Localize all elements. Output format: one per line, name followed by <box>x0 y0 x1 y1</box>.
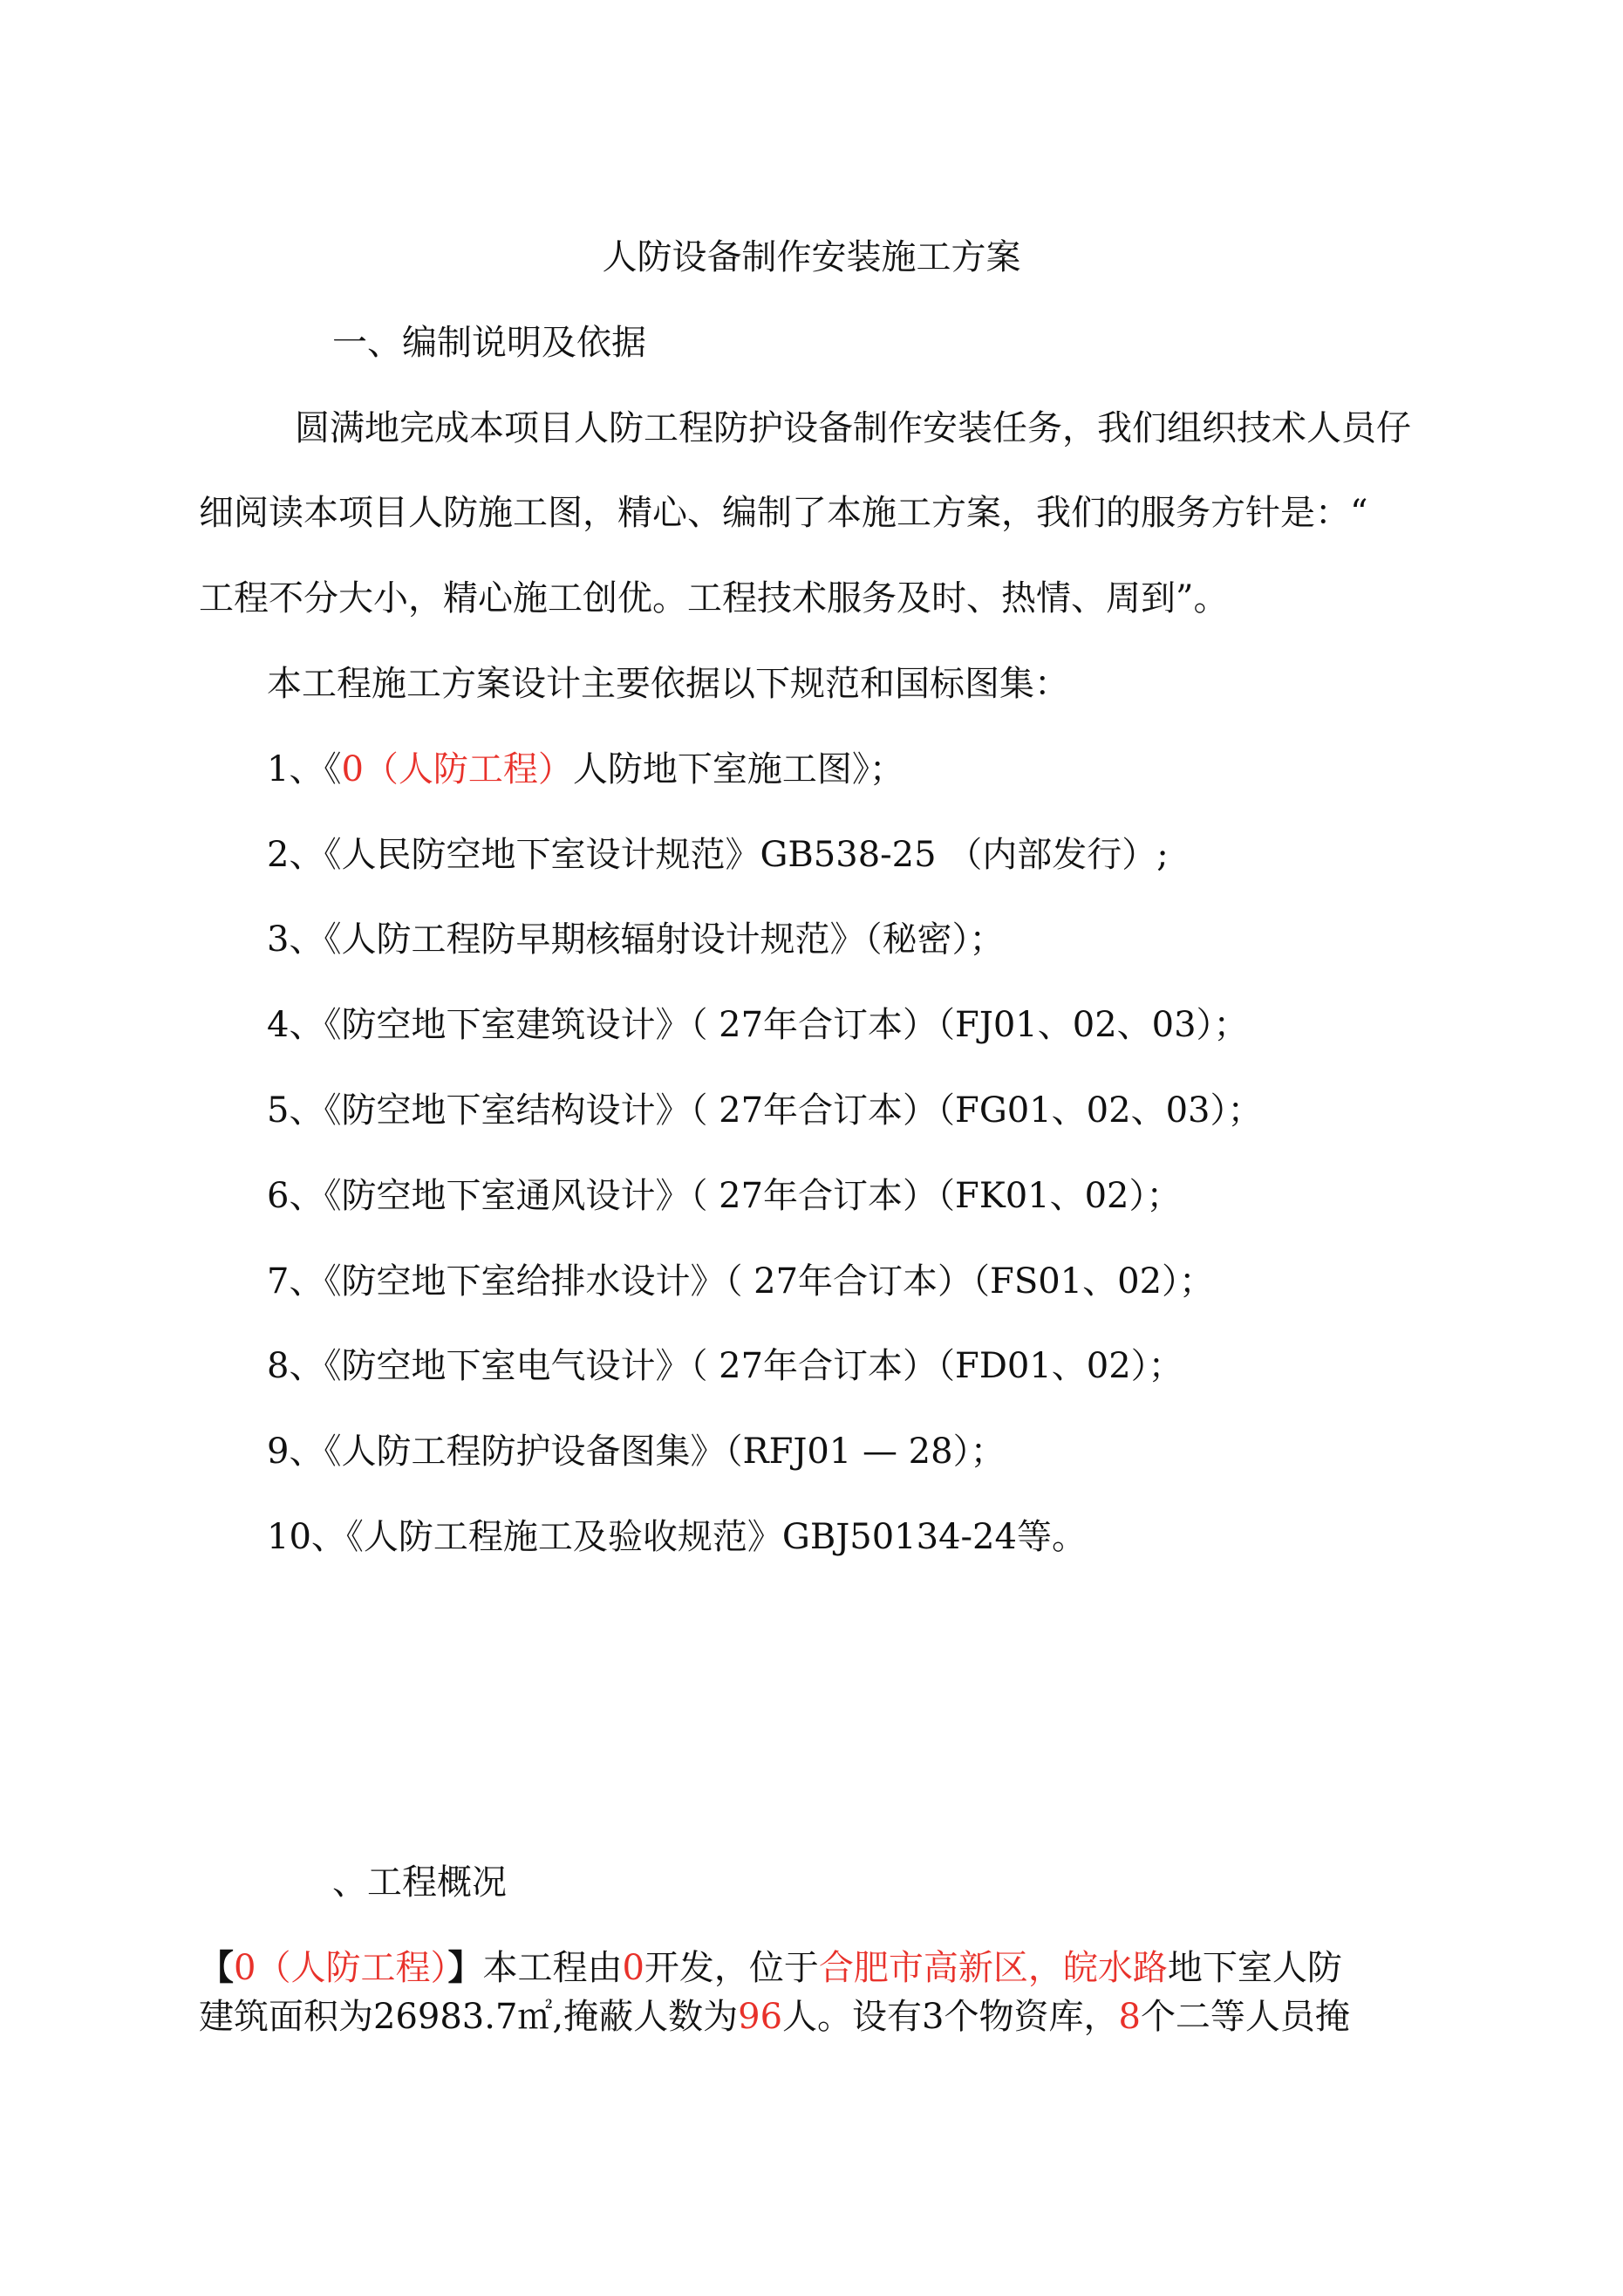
overview-text-2: 开发，位于 <box>644 1948 819 1988</box>
overview-bracket-open: 【 <box>199 1947 234 1988</box>
basis-item-4: 4、《防空地下室建筑设计》（ 27年合订本）（FJ01、02、03）； <box>267 1005 1249 1045</box>
basis-item-6: 6、《防空地下室通风设计》（ 27年合订本）（FK01、02）； <box>267 1176 1182 1216</box>
section-heading-1: 一、编制说明及依据 <box>332 323 646 363</box>
overview-text-3: 地下室人防 <box>1167 1948 1342 1988</box>
basis-item-3: 3、《人防工程防早期核辐射设计规范》（秘密）； <box>267 919 1005 960</box>
section-heading-2: 、工程概况 <box>332 1862 507 1903</box>
overview-location: 合肥市高新区， <box>818 1948 1063 1988</box>
overview-line-1 <box>199 1947 1342 1988</box>
intro-line-2: 细阅读本项目人防施工图，精心、编制了本施工方案，我们的服务方针是：“ <box>199 493 1368 533</box>
overview-text-6: 个二等人员掩 <box>1140 1997 1350 2037</box>
basis-item-1-prefix: 1、《 <box>267 749 342 789</box>
basis-item-9: 9、《人防工程防护设备图集》（RFJ01 — 28）； <box>267 1432 1006 1472</box>
overview-road: 皖水路 <box>1062 1948 1168 1988</box>
overview-text-4: 建筑面积为26983.7㎡,掩蔽人数为 <box>199 1997 739 2037</box>
intro-line-3: 工程不分大小，精心施工创优。工程技术服务及时、热情、周到”。 <box>199 578 1229 618</box>
basis-item-5: 5、《防空地下室结构设计》（ 27年合订本）（FG01、02、03）； <box>267 1090 1263 1131</box>
basis-item-7: 7、《防空地下室给排水设计》（ 27年合订本）（FS01、02）； <box>267 1261 1215 1302</box>
intro-line-1: 圆满地完成本项目人防工程防护设备制作安装任务，我们组织技术人员仔 <box>295 408 1411 448</box>
basis-item-1-project: 0（人防工程） <box>341 749 573 789</box>
overview-line-2 <box>199 1997 1350 2037</box>
basis-item-10: 10、《人防工程施工及验收规范》GBJ50134-24等。 <box>267 1517 1087 1557</box>
overview-developer: 0 <box>622 1948 644 1988</box>
basis-item-1-suffix: 人防地下室施工图》； <box>572 749 904 789</box>
overview-project-name: 0（人防工程） <box>234 1948 448 1988</box>
basis-item-8: 8、《防空地下室电气设计》（ 27年合订本）（FD01、02）； <box>267 1346 1183 1386</box>
document-title: 人防设备制作安装施工方案 <box>602 237 1021 277</box>
overview-text-5: 人。设有3个物资库， <box>782 1997 1119 2037</box>
overview-people-count: 96 <box>738 1997 783 2037</box>
overview-unit-count: 8 <box>1118 1997 1141 2037</box>
overview-bracket-close: 】 <box>447 1947 483 1988</box>
basis-item-1 <box>267 749 904 789</box>
basis-intro: 本工程施工方案设计主要依据以下规范和国标图集： <box>267 664 1069 704</box>
overview-text-1: 本工程由 <box>482 1948 623 1988</box>
basis-item-2: 2、《人民防空地下室设计规范》GB538-25 （内部发行）; <box>267 835 1169 875</box>
